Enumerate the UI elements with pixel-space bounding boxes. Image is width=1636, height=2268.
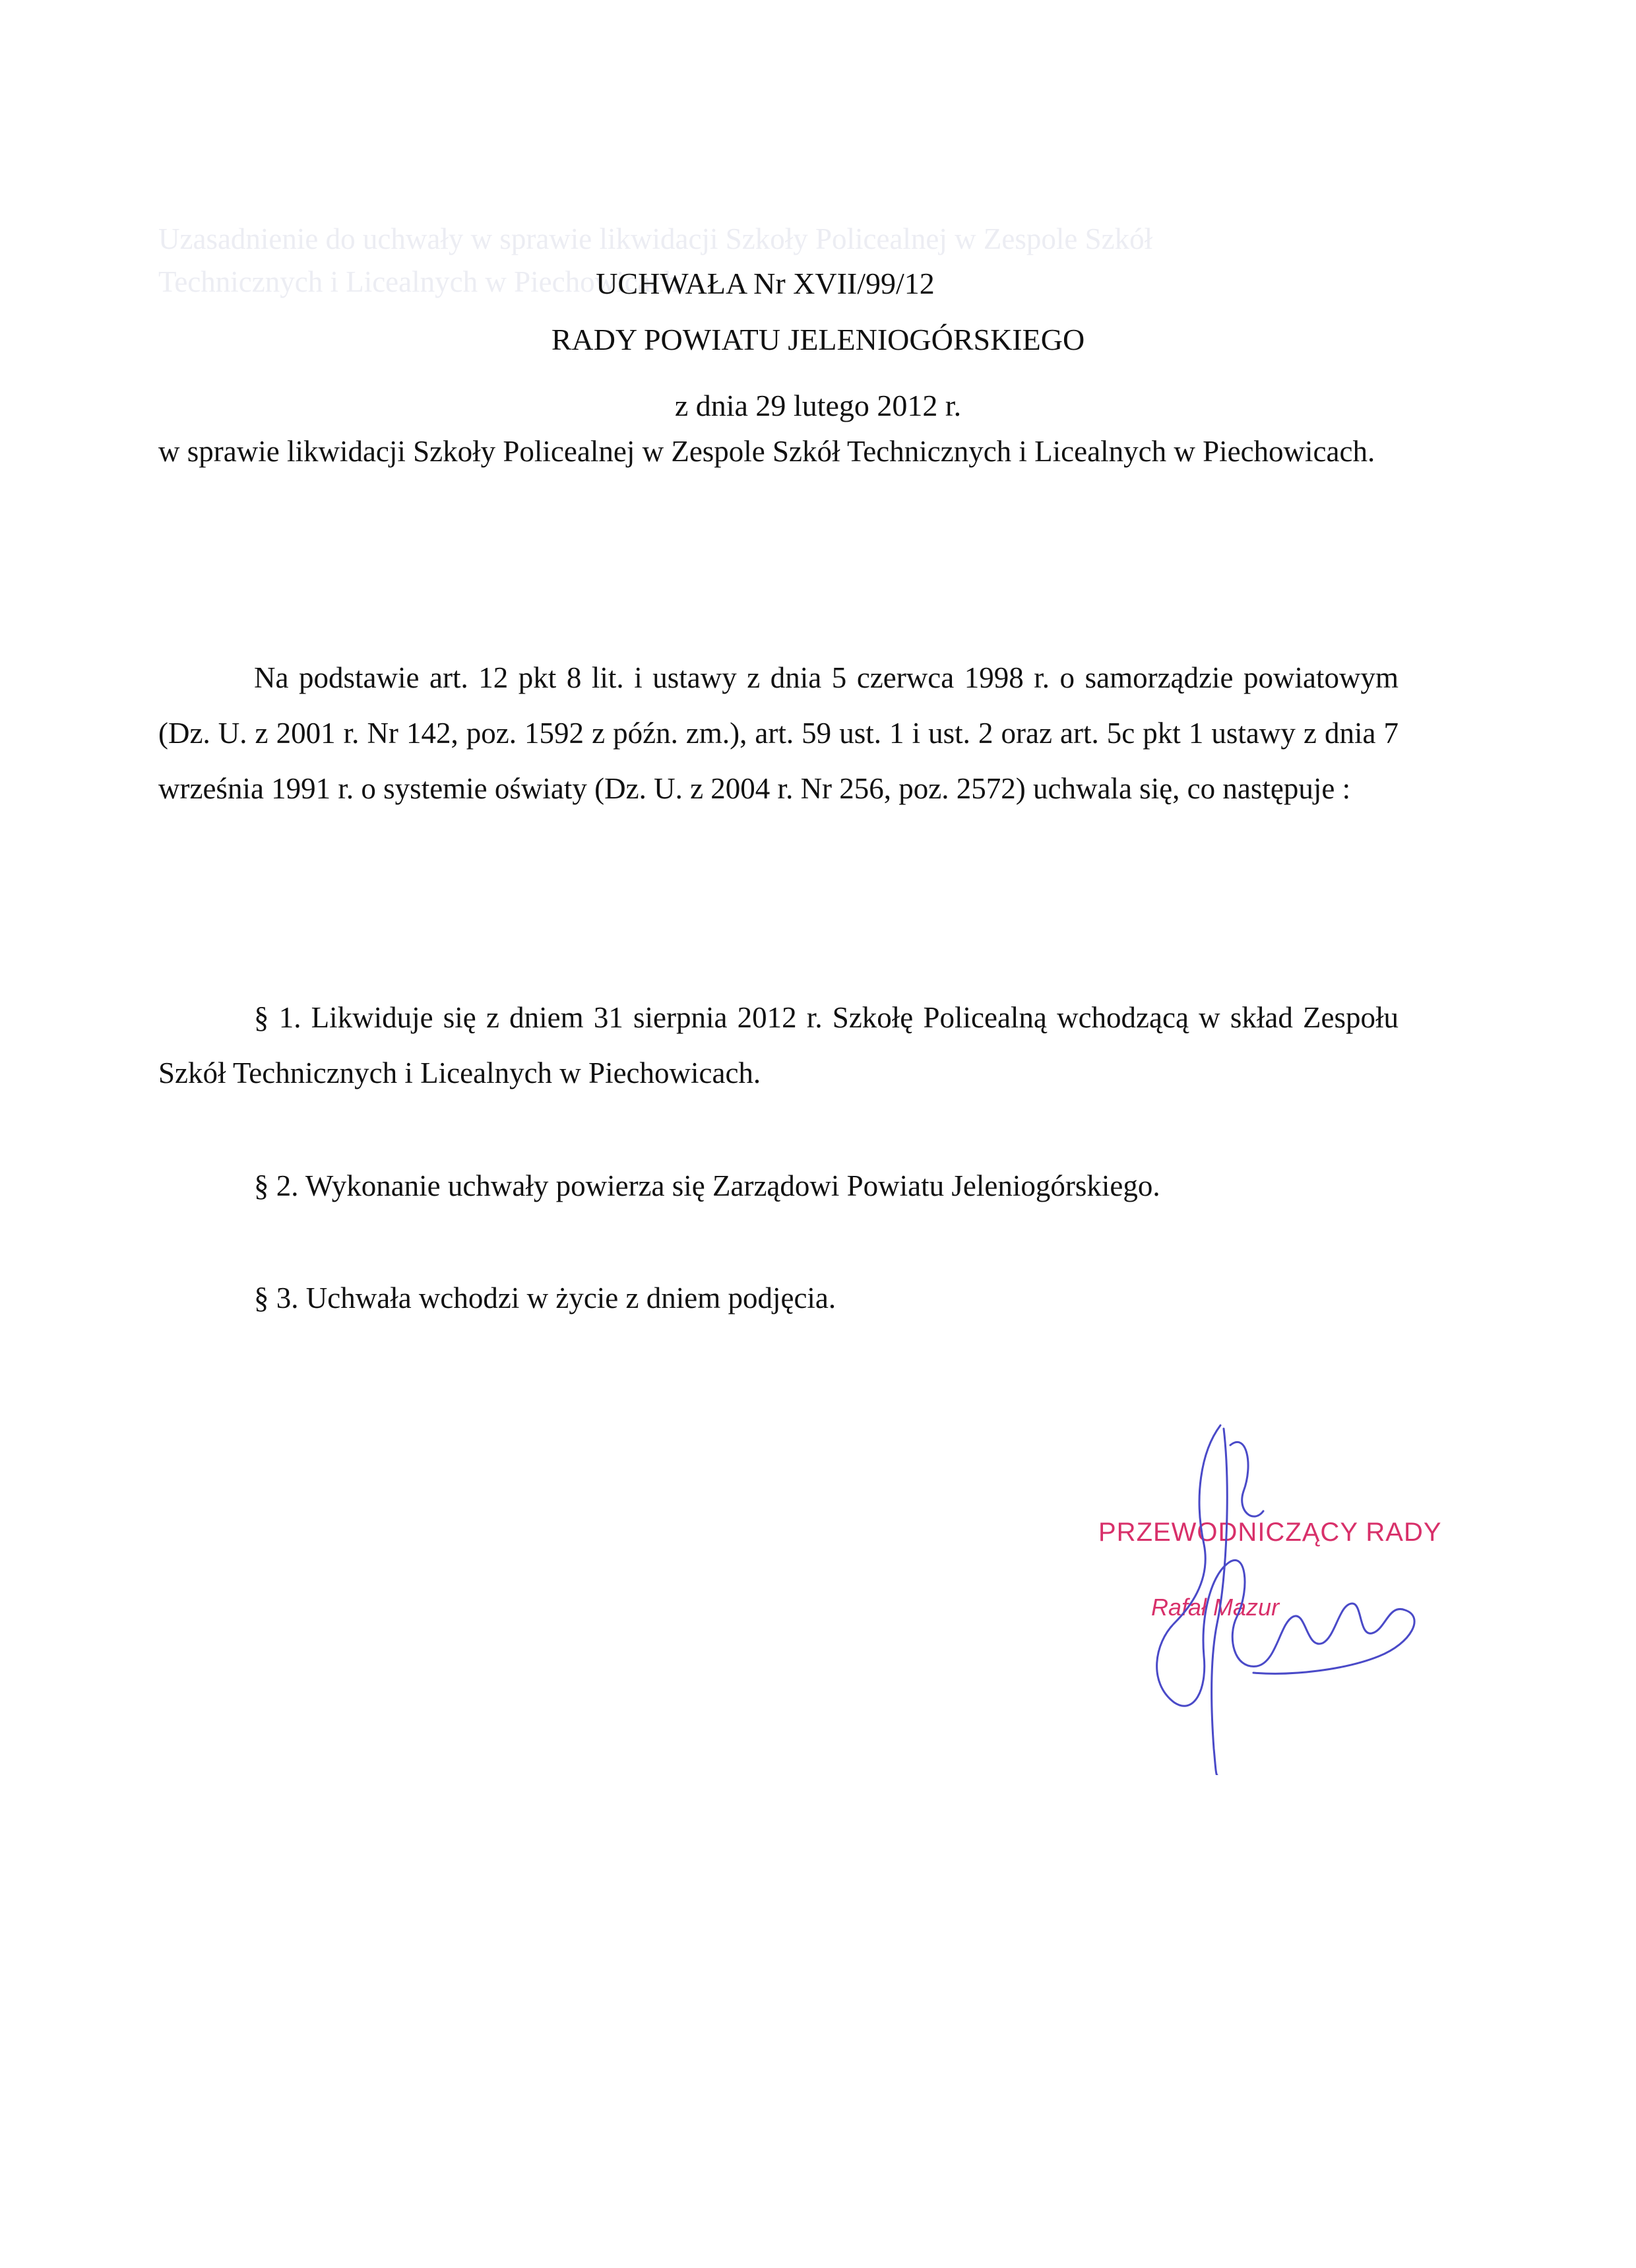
- resolution-date: z dnia 29 lutego 2012 r.: [674, 389, 962, 422]
- bleed-through-line-1: Uzasadnienie do uchwały w sprawie likwidacji Szkoły Policealnej w Zespole Szkół: [158, 222, 1153, 255]
- resolution-title: UCHWAŁA Nr XVII/99/12: [596, 267, 935, 300]
- council-name: RADY POWIATU JELENIOGÓRSKIEGO: [551, 323, 1085, 356]
- chairman-stamp-name: Rafał Mazur: [1151, 1594, 1280, 1621]
- paragraph-1-text: § 1. Likwiduje się z dniem 31 sierpnia 2012 r. Szkołę Policealną wchodzącą w skład Zespołu Szkół Technicznych i Licealnych w Piechowicach.: [158, 1001, 1399, 1089]
- legal-basis: [158, 650, 1399, 816]
- paragraph-2: § 2. Wykonanie uchwały powierza się Zarządowi Powiatu Jeleniogórskiego.: [254, 1169, 1160, 1202]
- legal-basis-text: Na podstawie art. 12 pkt 8 lit. i ustawy z dnia 5 czerwca 1998 r. o samorządzie powiatowym (Dz. U. z 2001 r. Nr 142, poz. 1592 z późn. zm.), art. 59 ust. 1 i ust. 2 oraz art. 5c pkt 1 ustawy z dnia 7 września 1991 r. o systemie oświaty (Dz. U. z 2004 r. Nr 256, poz. 2572) uchwala się, co następuje :: [158, 661, 1399, 805]
- chairman-stamp-title: PRZEWODNICZĄCY RADY: [1098, 1518, 1442, 1547]
- paragraph-1: [158, 990, 1399, 1101]
- handwritten-signature: [1095, 1406, 1438, 1775]
- resolution-subject: w sprawie likwidacji Szkoły Policealnej w Zespole Szkół Technicznych i Licealnych w Piechowicach.: [158, 435, 1375, 468]
- bleed-through-line-2: Technicznych i Licealnych w Piechowicach: [158, 265, 679, 298]
- paragraph-3: § 3. Uchwała wchodzi w życie z dniem podjęcia.: [254, 1281, 836, 1314]
